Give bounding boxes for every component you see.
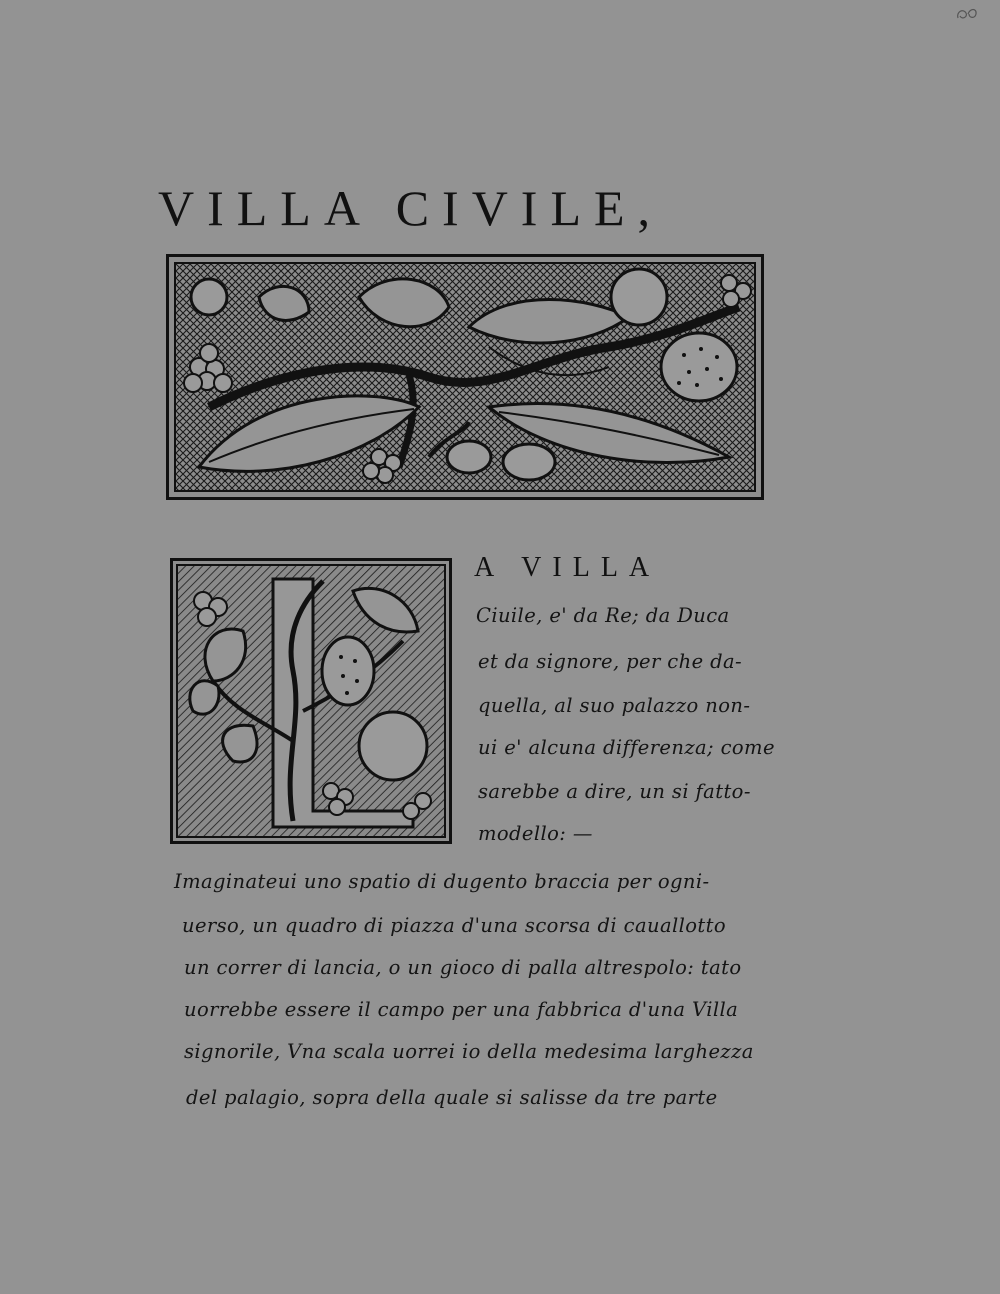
text-line: del palagio, sopra della quale si salisse da tre parte <box>186 1086 718 1109</box>
text-line: Ciuile, e' da Re; da Duca <box>476 604 730 627</box>
text-line: quella, al suo palazzo non- <box>478 694 751 717</box>
text-line: sarebbe a dire, un si fatto- <box>478 780 751 803</box>
floral-woodcut-banner <box>166 254 764 500</box>
pencil-mark-icon <box>954 4 980 24</box>
page-title: VILLA CIVILE, <box>158 180 664 236</box>
text-line: Imaginateui uno spatio di dugento braccia per ogni- <box>174 870 710 893</box>
text-line: signorile, Vna scala uorrei io della medesima larghezza <box>184 1040 754 1063</box>
text-line: et da signore, per che da- <box>478 650 743 673</box>
text-line: uorrebbe essere il campo per una fabbrica d'una Villa <box>184 998 739 1021</box>
text-line: uerso, un quadro di piazza d'una scorsa di cauallotto <box>182 914 727 937</box>
text-line: ui e' alcuna differenza; come <box>478 736 775 759</box>
text-line: un correr di lancia, o un gioco di palla altrespolo: tato <box>184 956 742 979</box>
text-line: modello: — <box>478 822 593 845</box>
opening-capitals: A VILLA <box>474 552 661 583</box>
historiated-initial-woodcut <box>170 558 452 844</box>
